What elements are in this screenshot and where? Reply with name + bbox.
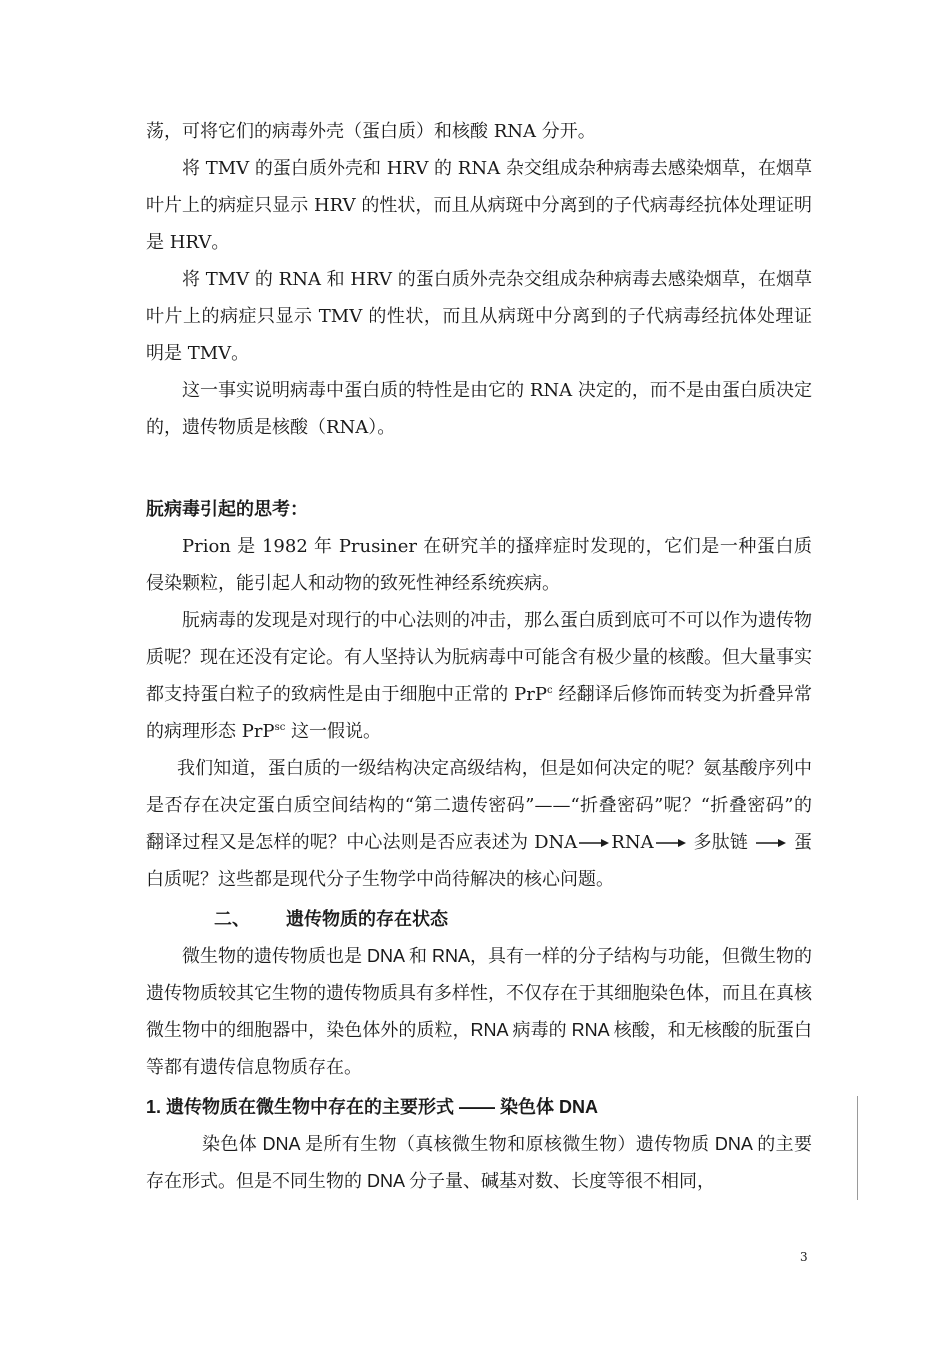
section-2-number: 二、 [214, 909, 250, 930]
right-arrow-icon [756, 838, 786, 848]
prion-text-c: 这一假说。 [285, 721, 382, 742]
paragraph-genetic-material-diversity: 微生物的遗传物质也是 DNA 和 RNA，具有一样的分子结构与功能，但微生物的遗传物质较其它生物的遗传物质具有多样性，不仅存在于其细胞染色体，而且在真核微生物中的细胞器中，染色体外的质粒，RNA 病毒的 RNA 核酸，和无核酸的朊蛋白等都有遗传信息物质存在。 [146, 946, 813, 1077]
paragraph-folding-code [146, 750, 812, 898]
prion-heading: 朊病毒引起的思考： [146, 499, 308, 520]
right-arrow-icon [579, 838, 609, 848]
paragraph-chromosome-dna: 染色体 DNA 是所有生物（真核微生物和原核微生物）遗传物质 DNA 的主要存在形式。但是不同生物的 DNA 分子量、碱基对数、长度等很不相同， [146, 1134, 812, 1191]
prion-text-a: 朊病毒的发现是对现行的中心法则的冲击，那么蛋白质到底可不可以作为遗传物质呢？现在还没有定论。有人坚持认为朊病毒中可能含有极少量的核酸。但大量事实都支持蛋白粒子的致病性是由于细胞中正常的 PrP [146, 610, 812, 705]
right-arrow-icon [656, 838, 686, 848]
paragraph-prion-discovery: Prion 是 1982 年 Prusiner 在研究羊的搔痒症时发现的，它们是一种蛋白质侵染颗粒，能引起人和动物的致死性神经系统疾病。 [146, 536, 812, 594]
folding-text-b: RNA [611, 832, 654, 853]
paragraph-tmv-rna-hrv-protein: 将 TMV 的 RNA 和 HRV 的蛋白质外壳杂交组成杂种病毒去感染烟草，在烟草叶片上的病症只显示 TMV 的性状，而且从病斑中分离到的子代病毒经抗体处理证明是 TMV。 [146, 269, 812, 364]
prion-text-b: 经翻译后修饰而转变为折叠异常的病理形态 PrP [146, 684, 812, 742]
folding-text-c: 多肽链 [687, 832, 755, 853]
subsection-1-heading: 1. 遗传物质在微生物中存在的主要形式 —— 染色体 DNA [146, 1097, 599, 1117]
paragraph-intro-fragment: 荡，可将它们的病毒外壳（蛋白质）和核酸 RNA 分开。 [146, 121, 596, 142]
folding-text-a: 我们知道，蛋白质的一级结构决定高级结构，但是如何决定的呢？氨基酸序列中是否存在决定蛋白质空间结构的“第二遗传密码”——“折叠密码”呢？“折叠密码”的翻译过程又是怎样的呢？中心法则是否应表述为 DNA [146, 758, 812, 853]
paragraph-tmv-protein-hrv-rna: 将 TMV 的蛋白质外壳和 HRV 的 RNA 杂交组成杂种病毒去感染烟草，在烟草叶片上的病症只显示 HRV 的性状，而且从病斑中分离到的子代病毒经抗体处理证明是 HRV。 [146, 158, 812, 253]
prpc-superscript: c [547, 685, 553, 696]
paragraph-conclusion: 这一事实说明病毒中蛋白质的特性是由它的 RNA 决定的，而不是由蛋白质决定的，遗传物质是核酸（RNA）。 [146, 380, 812, 438]
page-number: 3 [800, 1250, 808, 1264]
section-2-title: 遗传物质的存在状态 [286, 909, 448, 930]
section-2-heading [214, 901, 448, 938]
prpsc-superscript: sc [274, 722, 286, 733]
folding-text-d: 蛋白质呢？这些都是现代分子生物学中尚待解决的核心问题。 [146, 832, 812, 890]
paragraph-prion-central-dogma [146, 602, 812, 750]
margin-revision-bar [857, 1096, 858, 1200]
